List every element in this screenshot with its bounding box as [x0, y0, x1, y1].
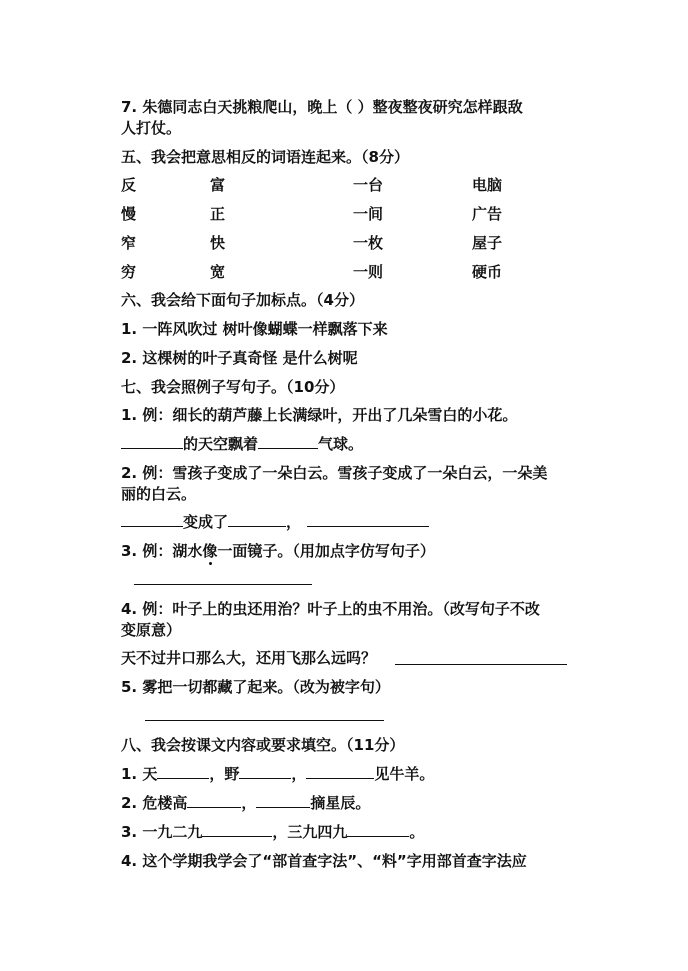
word-cell: 一间 [353, 205, 384, 223]
fill-text: 的天空飘着 [183, 435, 259, 453]
q4-line2: 变原意） [121, 621, 182, 639]
word-cell: 宽 [210, 263, 226, 281]
word-cell: 一台 [353, 176, 384, 194]
answer-blank[interactable] [306, 764, 374, 779]
word-cell: 反 [121, 176, 137, 194]
q1-example: 1. 例：细长的葫芦藤上长满绿叶，开出了几朵雪白的小花。 [121, 406, 518, 424]
fill-text: ， [286, 513, 302, 531]
fill-text: 见牛羊。 [374, 765, 435, 783]
q7-line2: 人打仗。 [121, 119, 182, 137]
fill-text: 2. 危楼高 [121, 794, 188, 812]
s8-q1 [121, 764, 434, 784]
q2-example-line1: 2. 例：雪孩子变成了一朵白云。雪孩子变成了一朵白云，一朵美 [121, 464, 548, 482]
section-8-title: 八、我会按课文内容或要求填空。（11分） [121, 736, 405, 754]
answer-blank[interactable] [121, 512, 183, 527]
fill-text: ， [291, 765, 307, 783]
fill-text: 变成了 [183, 513, 229, 531]
word-cell: 正 [210, 205, 226, 223]
q2-answer-line [121, 512, 429, 532]
fill-text: ， [241, 794, 257, 812]
answer-line[interactable] [134, 584, 312, 585]
fill-text: 摘星辰。 [310, 794, 371, 812]
answer-line[interactable] [395, 664, 567, 665]
word-cell: 广告 [472, 205, 503, 223]
q4-sentence: 天不过井口那么大，还用飞那么远吗？ [121, 649, 377, 667]
word-cell: 穷 [121, 263, 137, 281]
punctuation-question-2: 2. 这棵树的叶子真奇怪 是什么树呢 [121, 349, 358, 367]
fill-text: 一面镜子。（用加点字仿写句子） [217, 542, 435, 560]
q1-answer-line [121, 434, 363, 454]
word-cell: 一枚 [353, 234, 384, 252]
fill-text: ，野 [209, 765, 240, 783]
section-6-title: 六、我会给下面句子加标点。（4分） [121, 291, 364, 309]
word-cell: 硬币 [472, 263, 503, 281]
answer-blank[interactable] [347, 822, 409, 837]
answer-blank[interactable] [187, 793, 241, 808]
q5-prompt: 5. 雾把一切都藏了起来。（改为被字句） [121, 678, 390, 696]
fill-text: 3. 一九二九 [121, 823, 203, 841]
word-cell: 电脑 [472, 176, 503, 194]
fill-text: 气球。 [318, 435, 364, 453]
fill-text: 。 [409, 823, 425, 841]
q3-prompt [121, 541, 435, 561]
answer-blank[interactable] [202, 822, 272, 837]
fill-text: 3. 例：湖水 [121, 542, 203, 560]
word-cell: 一则 [353, 263, 384, 281]
fill-text: 1. 天 [121, 765, 158, 783]
answer-blank[interactable] [239, 764, 291, 779]
s8-q3 [121, 822, 424, 842]
section-7-title: 七、我会照例子写句子。（10分） [121, 378, 345, 396]
answer-blank[interactable] [121, 434, 183, 449]
word-cell: 快 [210, 234, 226, 252]
q7-line1: 7. 朱德同志白天挑粮爬山，晚上（ ）整夜整夜研究怎样跟敌 [121, 98, 523, 116]
answer-line[interactable] [145, 720, 384, 721]
answer-blank[interactable] [258, 434, 318, 449]
s8-q2 [121, 793, 370, 813]
punctuation-question-1: 1. 一阵风吹过 树叶像蝴蝶一样飘落下来 [121, 320, 388, 338]
word-cell: 富 [210, 176, 226, 194]
q2-example-line2: 丽的白云。 [121, 485, 197, 503]
answer-blank[interactable] [157, 764, 209, 779]
answer-blank[interactable] [228, 512, 286, 527]
answer-blank[interactable] [256, 793, 310, 808]
fill-text: ，三九四九 [272, 823, 348, 841]
word-cell: 屋子 [472, 234, 503, 252]
answer-blank[interactable] [307, 512, 429, 527]
word-cell: 慢 [121, 205, 137, 223]
section-5-title: 五、我会把意思相反的词语连起来。（8分） [121, 148, 409, 166]
s8-q4: 4. 这个学期我学会了“部首查字法”、“料”字用部首查字法应 [121, 852, 527, 870]
q4-line1: 4. 例：叶子上的虫还用治？叶子上的虫不用治。（改写句子不改 [121, 600, 540, 618]
word-cell: 窄 [121, 234, 137, 252]
dotted-character: 像 [202, 542, 218, 560]
